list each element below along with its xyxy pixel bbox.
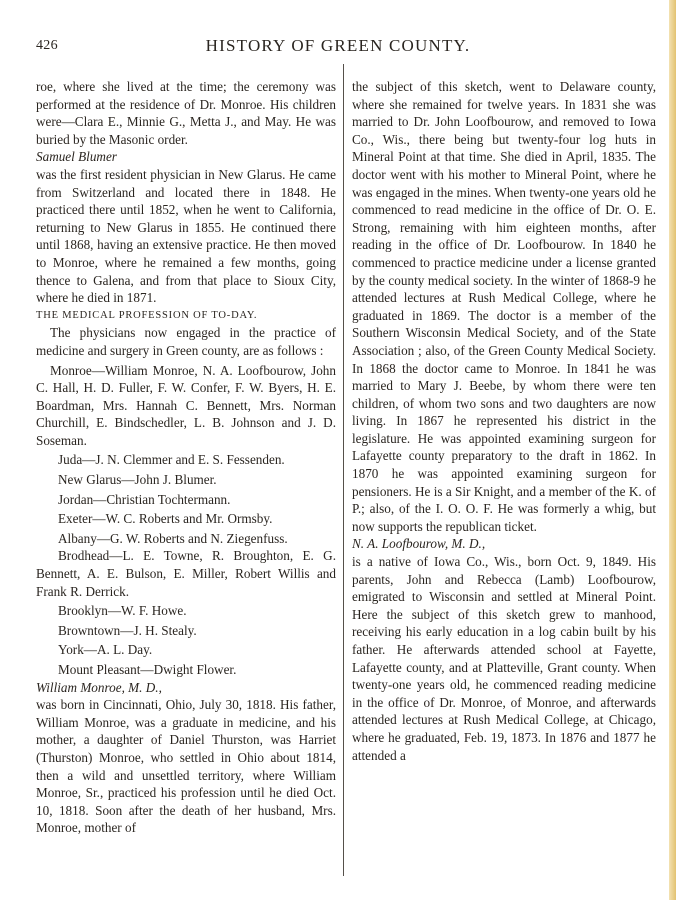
list-item: Exeter—W. C. Roberts and Mr. Ormsby. bbox=[58, 511, 273, 527]
paragraph: roe, where she lived at the time; the ceremony was performed at the residence of Dr. Monroe. His children were—Clara E., Minnie G., Metta J., and May. He was buried by the Masonic order. bbox=[36, 79, 336, 147]
running-head-title: HISTORY OF GREEN COUNTY. bbox=[205, 36, 471, 55]
page-number: 426 bbox=[36, 38, 58, 53]
page-header bbox=[36, 36, 640, 58]
biography-name: William Monroe, M. D., bbox=[36, 679, 162, 695]
list-item: Juda—J. N. Clemmer and E. S. Fessenden. bbox=[58, 452, 285, 468]
paragraph: is a native of Iowa Co., Wis., born Oct. 9, 1849. His parents, John and Rebecca (Lamb) Loofbourow, emigrated to Wisconsin and settled at Mineral Point. Here the subject of this sketch grew to manhood, receiving his early education in a log cabin built by his father. He afterwards attended school at Fayette, Lafayette county, and at Platteville, Grant county. When twenty-one years old, he commenced reading medicine in the office of Dr. Monroe, of Monroe, and afterwards attended lectures at Rush Medical College, at Chicago, where he graduated, Feb. 19, 1873. In 1876 and 1877 he attended a bbox=[352, 554, 656, 763]
list-item: Brodhead—L. E. Towne, R. Broughton, E. G. Bennett, A. E. Bulson, E. Miller, Robert Willis and Frank R. Derrick. bbox=[36, 548, 336, 599]
list-item: Browntown—J. H. Stealy. bbox=[58, 622, 197, 638]
paragraph: the subject of this sketch, went to Delaware county, where she remained for twelve years. In 1831 she was married to Dr. John Loofbourow, and removed to Iowa Co., Wis., there being but twenty-four log huts in Mineral Point at that time. She died in April, 1835. The doctor went with his mother to Mineral Point, where he was engaged in the mines. When twenty-one years old he commenced to read medicine in the office of Dr. O. E. Strong, remaining with him eighteen months, after reading in the office of Dr. Loofbourow. In 1840 he commenced to practice medicine under a license granted by the county medical society. In the winter of 1868-9 he attended lectures at Rush Medical College, where he graduated in 1869. The doctor is a member of the Southern Wisconsin Medical Society, and of the State Association ; also, of the Green County Medical Society. In 1868 the doctor came to Monroe. In 1841 he was married to Mary J. Beebe, by whom there were ten children, of whom two sons and two daughters are now living. In 1867 he represented his district in the legislature. He was appointed examining surgeon for Lafayette county preparatory to the draft in 1862. In 1870 he was appointed examining surgeon for pensioners. He is a Sir Knight, and a member of the K. of P.; also, of the I. O. O. F. He was formerly a whig, but now supports the republican ticket. bbox=[352, 79, 656, 534]
list-item: Albany—G. W. Roberts and N. Ziegenfuss. bbox=[58, 530, 288, 546]
list-item: Brooklyn—W. F. Howe. bbox=[58, 603, 187, 619]
list-item: Mount Pleasant—Dwight Flower. bbox=[58, 662, 237, 677]
page-edge bbox=[669, 0, 676, 900]
right-column bbox=[352, 78, 656, 764]
paragraph: was the first resident physician in New Glarus. He came from Switzerland and located there in 1848. He practiced there until 1852, when he went to California, returning to New Glarus in 1855. He continued there until 1868, having an extensive practice. He then moved to Monroe, where he remained a few months, going thence to Galena, and from that place to Sioux City, where he died in 1871. bbox=[36, 166, 336, 306]
left-column bbox=[36, 78, 336, 837]
column-divider bbox=[343, 64, 344, 876]
paragraph: Monroe—William Monroe, N. A. Loofbourow, John C. Hall, H. D. Fuller, F. W. Confer, F. W. Byers, H. E. Boardman, Mrs. Hannah C. Bennett, Mrs. Norman Churchill, E. Bindschedler, L. B. Johnson and J. D. Soseman. bbox=[36, 362, 336, 448]
biography-name: Samuel Blumer bbox=[36, 149, 117, 165]
list-item: York—A. L. Day. bbox=[58, 642, 153, 658]
list-item: Jordan—Christian Tochtermann. bbox=[58, 491, 231, 507]
section-heading: THE MEDICAL PROFESSION OF TO-DAY. bbox=[36, 309, 258, 321]
biography-name: N. A. Loofbourow, M. D., bbox=[352, 536, 486, 552]
paragraph: The physicians now engaged in the practice of medicine and surgery in Green county, are as follows : bbox=[36, 325, 336, 358]
list-item: New Glarus—John J. Blumer. bbox=[58, 472, 217, 488]
paragraph: was born in Cincinnati, Ohio, July 30, 1818. His father, William Monroe, was a graduate in medicine, and his mother, a daughter of Daniel Thurston, was Harriet (Thurston) Monroe, who settled in Ohio about 1814, then a wild and unsettled territory, where William Monroe, Sr., practiced his profession until he died Oct. 10, 1818. Soon after the death of her husband, Mrs. Monroe, mother of bbox=[36, 697, 336, 836]
